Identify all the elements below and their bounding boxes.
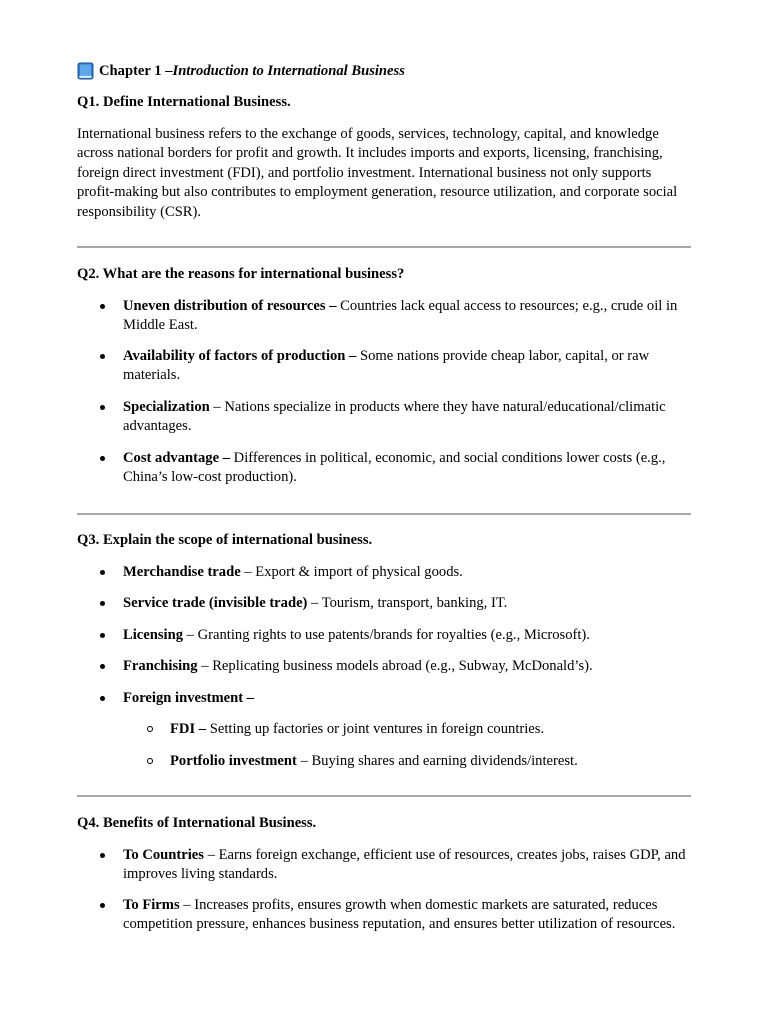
chapter-prefix: Chapter 1 – [99, 63, 173, 79]
list-item [123, 846, 691, 885]
section-divider [77, 795, 691, 797]
section-divider [77, 513, 691, 515]
bullet-icon [100, 903, 105, 908]
bullet-icon [100, 696, 105, 701]
circle-bullet-icon [147, 758, 153, 764]
book-icon [77, 62, 94, 80]
bullet-icon [100, 633, 105, 638]
item-text: Countries lack equal access to resources; e.g., crude oil in Middle East. [123, 298, 678, 334]
bullet-icon [100, 405, 105, 410]
item-term: Specialization [123, 399, 210, 415]
chapter-heading [77, 61, 691, 81]
item-term: Portfolio investment [170, 753, 297, 769]
item-text: – Earns foreign exchange, efficient use of resources, creates jobs, raises GDP, and improves living standards. [123, 847, 686, 883]
list-item [123, 657, 691, 676]
item-term: Licensing [123, 627, 184, 643]
item-term: Merchandise trade [123, 564, 241, 580]
section-divider [77, 246, 691, 248]
list-item [123, 449, 691, 488]
item-text: – Nations specialize in products where they have natural/educational/climatic advantages. [123, 399, 666, 435]
list-item [123, 347, 691, 386]
chapter-title: Introduction to International Business [172, 63, 405, 79]
q1-question: Q1. Define International Business. [77, 94, 291, 110]
item-text: – Increases profits, ensures growth when domestic markets are saturated, reduces competition pressure, enhances business reputation, and ensures better utilization of resources. [123, 897, 676, 933]
q2-question: Q2. What are the reasons for international business? [77, 266, 405, 282]
list-item [123, 563, 691, 582]
item-text: – Granting rights to use patents/brands for royalties (e.g., Microsoft). [183, 627, 590, 643]
bullet-icon [100, 570, 105, 575]
q4-question: Q4. Benefits of International Business. [77, 815, 317, 831]
item-term: FDI – [170, 721, 207, 737]
q3-question: Q3. Explain the scope of international business. [77, 532, 373, 548]
item-text: – Buying shares and earning dividends/interest. [296, 753, 578, 769]
sub-list-item [170, 752, 691, 771]
item-text: Differences in political, economic, and social conditions lower costs (e.g., China’s low-cost production). [123, 450, 666, 486]
bullet-icon [100, 456, 105, 461]
list-item [123, 626, 691, 645]
list-item [123, 896, 691, 935]
list-item [123, 689, 691, 708]
bullet-icon [100, 304, 105, 309]
item-term: To Firms [123, 897, 180, 913]
item-term: Foreign investment – [123, 690, 255, 706]
bullet-icon [100, 664, 105, 669]
list-item [123, 594, 691, 613]
item-term: Franchising [123, 658, 198, 674]
item-term: Service trade (invisible trade) [123, 595, 308, 611]
item-text: – Tourism, transport, banking, IT. [307, 595, 508, 611]
circle-bullet-icon [147, 726, 153, 732]
sub-list-item [170, 720, 691, 739]
list-item [123, 297, 691, 336]
item-term: To Countries [123, 847, 204, 863]
item-text: Setting up factories or joint ventures in foreign countries. [206, 721, 545, 737]
bullet-icon [100, 354, 105, 359]
item-text: Some nations provide cheap labor, capital, or raw materials. [123, 348, 650, 384]
bullet-icon [100, 853, 105, 858]
item-term: Availability of factors of production – [123, 348, 357, 364]
item-term: Cost advantage – [123, 450, 231, 466]
item-text: – Export & import of physical goods. [240, 564, 463, 580]
item-term: Uneven distribution of resources – [123, 298, 337, 314]
item-text: – Replicating business models abroad (e.g., Subway, McDonald’s). [197, 658, 593, 674]
list-item [123, 398, 691, 437]
bullet-icon [100, 601, 105, 606]
q1-answer: International business refers to the exchange of goods, services, technology, capital, and knowledge across national borders for profit and growth. It includes imports and exports, licensing, franchising, foreign direct investment (FDI), and portfolio investment. International business not only supports profit-making but also contributes to employment generation, resource utilization, and corporate social responsibility (CSR). [77, 126, 678, 220]
